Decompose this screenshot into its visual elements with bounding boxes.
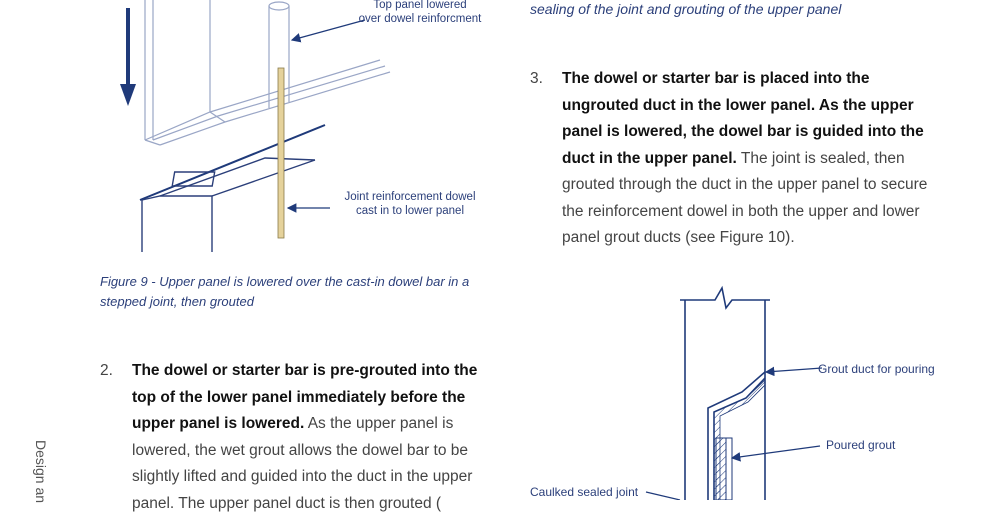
figure-caption-continuation: sealing of the joint and grouting of the upper panel	[530, 1, 842, 17]
list-item-3-text: The joint is sealed, then grouted through the duct in the upper panel to secure the reinforcement dowel in both the upper and lower panel grout ducts (see Figure 10).	[562, 149, 928, 246]
side-running-header: Design an	[33, 440, 49, 504]
poured-grout-shape	[716, 438, 726, 500]
figure-9-illustration	[100, 0, 520, 262]
label-top-panel: Top panel lowered over dowel reinforcment	[358, 0, 482, 25]
list-item-3	[562, 66, 937, 252]
label-joint-reinforcement: Joint reinforcement dowel cast in to lower panel	[344, 191, 476, 217]
list-item-3-bold: The dowel or starter bar is placed into the ungrouted duct in the lower panel. As the upper panel is lowered, the dowel bar is guided into the duct in the upper panel.	[562, 70, 924, 167]
list-number-3: 3.	[530, 70, 543, 87]
list-number-2: 2.	[100, 362, 113, 379]
list-item-2	[132, 358, 492, 517]
lower-panel-shape	[142, 158, 315, 252]
dowel-bar	[278, 68, 284, 238]
label-caulked-joint: Caulked sealed joint	[530, 485, 639, 499]
label-grout-duct: Grout duct for pouring	[818, 362, 935, 376]
figure-10-illustration	[520, 280, 980, 500]
list-item-2-bold: The dowel or starter bar is pre-grouted into the top of the lower panel immediately before the upper panel is lowered.	[132, 362, 478, 432]
label-poured-grout: Poured grout	[826, 438, 896, 452]
figure-9-caption: Figure 9 - Upper panel is lowered over the cast-in dowel bar in a stepped joint, then grouted	[100, 274, 470, 309]
list-item-2-text: As the upper panel is lowered, the wet grout allows the dowel bar to be slightly lifted and guided into the duct in the upper panel. The upper panel duct is then grouted (	[132, 415, 473, 512]
